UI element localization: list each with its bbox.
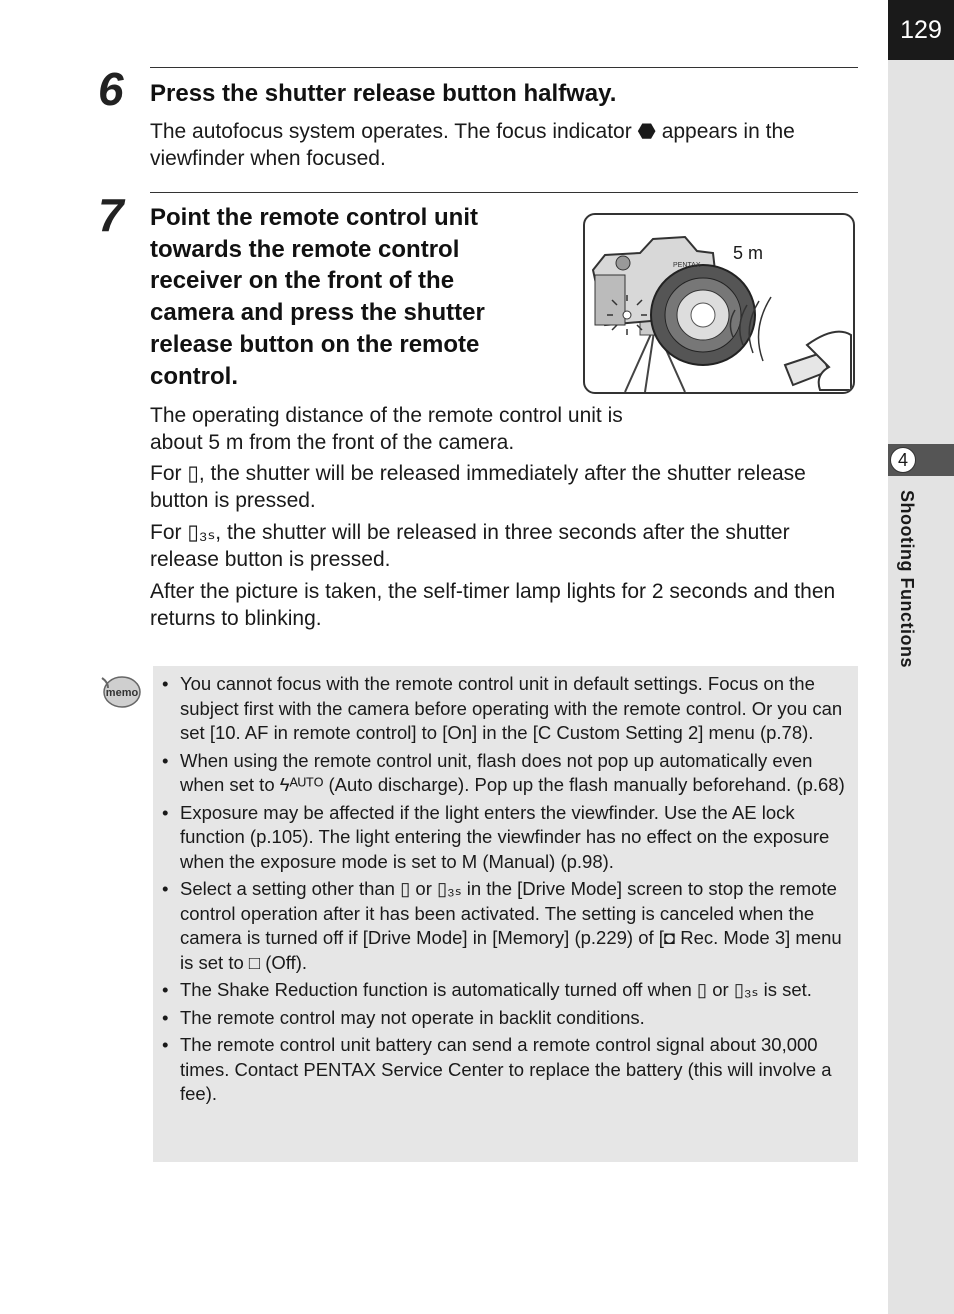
svg-text:PENTAX: PENTAX — [673, 262, 701, 269]
memo-item: • Exposure may be affected if the light enters the viewfinder. Use the AE lock function (p.105). The light entering the viewfinder has no effect on the exposure when the exposure mode is set to M (Manual) (p.98). — [160, 801, 854, 875]
memo-item: • When using the remote control unit, flash does not pop up automatically even when set to ϟᴬᵁᵀᴼ (Auto discharge). Pop up the flash manually beforehand. (p.68) — [160, 749, 854, 798]
step7-heading-line: towards the remote control — [150, 235, 460, 263]
step7-heading-line: receiver on the front of the — [150, 267, 455, 295]
step7-heading-line: control. — [150, 362, 238, 390]
step7-heading-line: camera and press the shutter — [150, 299, 485, 327]
step6-rule — [150, 67, 858, 68]
step7-paragraph-remote-single: For ▯, the shutter will be released immediately after the shutter release button is pressed. — [150, 462, 806, 512]
step6-body: The autofocus system operates. The focus indicator ⬣ appears in the viewfinder when focused. — [150, 120, 795, 170]
chapter-number: 4 — [890, 447, 916, 473]
step7-heading-line: Point the remote control unit — [150, 204, 478, 231]
camera-remote-drawing — [585, 215, 853, 392]
memo-icon-label: memo — [105, 687, 139, 699]
step7-heading — [150, 202, 575, 392]
memo-list — [160, 672, 854, 1110]
memo-item: • The remote control may not operate in backlit conditions. — [160, 1006, 854, 1031]
remote-control-illustration — [583, 213, 855, 394]
chapter-title: Shooting Functions — [897, 490, 917, 668]
memo-item: • You cannot focus with the remote control unit in default settings. Focus on the subject first with the camera before operating with the remote control. Or you can set [10. AF in remote control] to [On] in the [C Custom Setting 2] menu (p.78). — [160, 672, 854, 746]
step7-number: 7 — [98, 189, 124, 241]
memo-item: • Select a setting other than ▯ or ▯₃ₛ in the [Drive Mode] screen to stop the remote control operation after it has been activated. The setting is canceled when the camera is turned off if [Drive Mode] in [Memory] (p.229) of [◘ Rec. Mode 3] menu is set to □ (Off). — [160, 877, 854, 975]
step7-paragraph-after: After the picture is taken, the self-timer lamp lights for 2 seconds and then returns to blinking. — [150, 580, 836, 630]
step7-heading-line: release button on the remote — [150, 330, 480, 358]
memo-item: • The Shake Reduction function is automatically turned off when ▯ or ▯₃ₛ is set. — [160, 978, 854, 1003]
step7-paragraph-distance: The operating distance of the remote control unit is about 5 m from the front of the camera. — [150, 404, 623, 454]
page-number: 129 — [888, 0, 954, 60]
step7-rule — [150, 192, 858, 193]
step6-number: 6 — [98, 63, 124, 115]
step6-heading: Press the shutter release button halfway. — [150, 80, 617, 107]
memo-icon — [98, 672, 142, 710]
distance-label: 5 m — [733, 243, 764, 263]
step7-paragraph-remote-3s: For ▯₃ₛ, the shutter will be released in three seconds after the shutter release button is pressed. — [150, 521, 790, 571]
memo-item: • The remote control unit battery can send a remote control signal about 30,000 times. Contact PENTAX Service Center to replace the battery (this will involve a fee). — [160, 1033, 854, 1107]
